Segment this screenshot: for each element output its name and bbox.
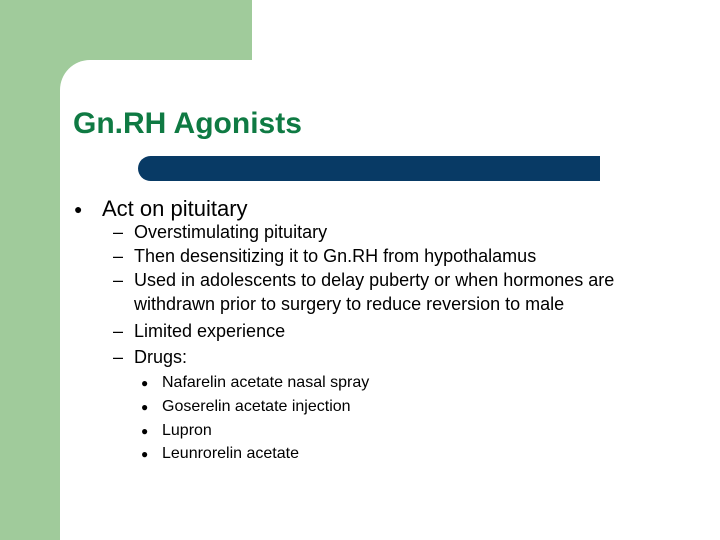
- sub-bullet-text: Used in adolescents to delay puberty or when hormones are: [134, 270, 615, 290]
- sub-bullet-text: Overstimulating pituitary: [134, 222, 328, 242]
- bullet-dot-icon: ●: [141, 447, 149, 461]
- dash-icon: –: [113, 246, 124, 266]
- title-underline-bar: [153, 156, 600, 181]
- dash-icon: –: [113, 270, 124, 290]
- bullet-text: Act on pituitary: [102, 196, 248, 221]
- sub-bullet-text: Then desensitizing it to Gn.RH from hypothalamus: [134, 246, 537, 266]
- drug-item-text: Goserelin acetate injection: [162, 398, 351, 415]
- drug-item-text: Lupron: [162, 422, 212, 439]
- dash-icon: –: [113, 347, 124, 367]
- slide-title: Gn.RH Agonists: [73, 107, 302, 140]
- sub-bullet-text: Drugs:: [134, 347, 188, 367]
- bullet-dot-icon: ●: [74, 201, 83, 217]
- bullet-dot-icon: ●: [141, 424, 149, 438]
- drug-item-text: Nafarelin acetate nasal spray: [162, 374, 370, 391]
- dash-icon: –: [113, 222, 124, 242]
- drug-item-text: Leunrorelin acetate: [162, 445, 299, 462]
- bullet-dot-icon: ●: [141, 376, 149, 390]
- left-accent-strip: [0, 0, 60, 540]
- dash-icon: –: [113, 321, 124, 341]
- sub-bullet-text: withdrawn prior to surgery to reduce reversion to male: [134, 294, 565, 314]
- sub-bullet-text: Limited experience: [134, 321, 286, 341]
- bullet-dot-icon: ●: [141, 400, 149, 414]
